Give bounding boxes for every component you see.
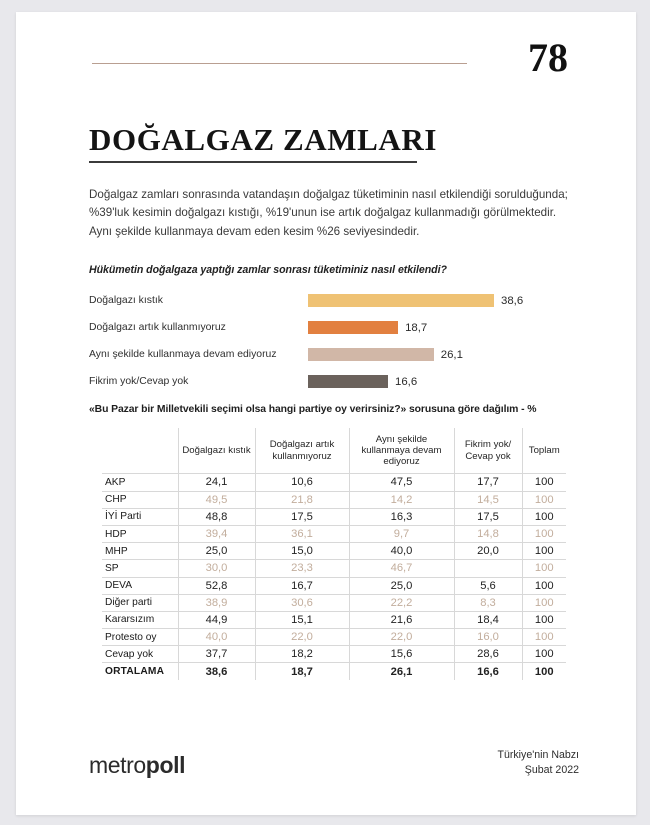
page-footer bbox=[89, 748, 579, 777]
table-cell: 47,5 bbox=[349, 474, 454, 491]
table-cell: 48,8 bbox=[178, 508, 255, 525]
bar-chart bbox=[89, 293, 579, 390]
row-label: Cevap yok bbox=[102, 646, 178, 663]
column-header: Doğalgazı kıstık bbox=[178, 428, 255, 474]
column-header: Fikrim yok/ Cevap yok bbox=[454, 428, 522, 474]
logo-part-one: metro bbox=[89, 752, 146, 778]
table-header-row bbox=[102, 428, 566, 474]
table-cell: 46,7 bbox=[349, 560, 454, 577]
bar-value: 16,6 bbox=[394, 375, 418, 388]
column-header: Toplam bbox=[522, 428, 566, 474]
table-row bbox=[102, 543, 566, 560]
table-cell: 10,6 bbox=[255, 474, 349, 491]
table-cell: 40,0 bbox=[349, 543, 454, 560]
bar-label: Fikrim yok/Cevap yok bbox=[89, 376, 189, 388]
table-caption: «Bu Pazar bir Milletvekili seçimi olsa hangi partiye oy verirsiniz?» sorusuna göre dağılım - % bbox=[89, 403, 537, 415]
table-cell: 18,2 bbox=[255, 646, 349, 663]
footer-meta bbox=[497, 748, 579, 777]
bar-fill bbox=[308, 321, 398, 334]
row-label: Kararsızım bbox=[102, 611, 178, 628]
bar-value: 38,6 bbox=[501, 294, 524, 307]
row-label: CHP bbox=[102, 491, 178, 508]
row-label: ORTALAMA bbox=[102, 663, 178, 680]
table-cell: 22,2 bbox=[349, 594, 454, 611]
table-header bbox=[102, 428, 566, 474]
table-cell: 100 bbox=[522, 560, 566, 577]
table-cell: 49,5 bbox=[178, 491, 255, 508]
row-label: MHP bbox=[102, 543, 178, 560]
table-row bbox=[102, 629, 566, 646]
table-cell: 30,6 bbox=[255, 594, 349, 611]
table-cell bbox=[454, 560, 522, 577]
table-row bbox=[102, 646, 566, 663]
bar-fill bbox=[308, 348, 434, 361]
page-header bbox=[16, 12, 636, 96]
table-row bbox=[102, 525, 566, 542]
table-cell: 14,8 bbox=[454, 525, 522, 542]
table-cell: 14,5 bbox=[454, 491, 522, 508]
table-cell: 5,6 bbox=[454, 577, 522, 594]
table-body bbox=[102, 474, 566, 680]
row-label: HDP bbox=[102, 525, 178, 542]
row-label: DEVA bbox=[102, 577, 178, 594]
table-cell: 17,5 bbox=[454, 508, 522, 525]
table-cell: 9,7 bbox=[349, 525, 454, 542]
table-cell: 26,1 bbox=[349, 663, 454, 680]
table-cell: 25,0 bbox=[178, 543, 255, 560]
page-content bbox=[89, 124, 579, 680]
table-row bbox=[102, 577, 566, 594]
table-cell: 17,5 bbox=[255, 508, 349, 525]
bar-row bbox=[89, 320, 579, 336]
metropoll-logo bbox=[89, 754, 185, 777]
row-label: AKP bbox=[102, 474, 178, 491]
table-cell: 23,3 bbox=[255, 560, 349, 577]
logo-part-two: poll bbox=[145, 752, 186, 778]
table-cell: 25,0 bbox=[349, 577, 454, 594]
bar-value: 18,7 bbox=[405, 321, 428, 334]
table-row bbox=[102, 663, 566, 680]
footer-tagline: Türkiye'nin Nabzı bbox=[497, 749, 579, 762]
results-table bbox=[102, 428, 566, 680]
bar-fill bbox=[308, 294, 494, 307]
table-row bbox=[102, 508, 566, 525]
page-number: 78 bbox=[528, 35, 568, 80]
report-page bbox=[16, 12, 636, 815]
row-label: Protesto oy bbox=[102, 629, 178, 646]
table-cell: 18,7 bbox=[255, 663, 349, 680]
table-cell: 100 bbox=[522, 646, 566, 663]
table-cell: 100 bbox=[522, 491, 566, 508]
bar-row bbox=[89, 374, 579, 390]
table-cell: 21,8 bbox=[255, 491, 349, 508]
bar-track bbox=[308, 294, 579, 307]
table-cell: 36,1 bbox=[255, 525, 349, 542]
table-cell: 22,0 bbox=[349, 629, 454, 646]
table-row bbox=[102, 491, 566, 508]
bar-track bbox=[308, 348, 579, 361]
bar-row bbox=[89, 293, 579, 309]
table-cell: 20,0 bbox=[454, 543, 522, 560]
bar-track bbox=[308, 375, 579, 388]
footer-date: Şubat 2022 bbox=[524, 763, 579, 776]
table-cell: 16,0 bbox=[454, 629, 522, 646]
table-cell: 15,6 bbox=[349, 646, 454, 663]
summary-paragraph: Doğalgaz zamları sonrasında vatandaşın doğalgaz tüketiminin nasıl etkilendiği sorulduğunda; %39'luk kesimin doğalgazı kıstığı, %19'unun ise artık doğalgaz kullanmadığı görülmektedir. Aynı şekilde kullanmaya devam eden kesim %26 seviyesindedir. bbox=[89, 187, 568, 239]
table-cell: 16,3 bbox=[349, 508, 454, 525]
table-cell: 100 bbox=[522, 577, 566, 594]
table-cell: 15,0 bbox=[255, 543, 349, 560]
table-row bbox=[102, 611, 566, 628]
bar-track bbox=[308, 321, 579, 334]
table-cell: 38,6 bbox=[178, 663, 255, 680]
table-cell: 100 bbox=[522, 508, 566, 525]
header-rule bbox=[92, 63, 467, 64]
table-cell: 16,7 bbox=[255, 577, 349, 594]
table-row bbox=[102, 474, 566, 491]
column-header: Aynı şekilde kullanmaya devam ediyoruz bbox=[349, 428, 454, 474]
table-cell: 15,1 bbox=[255, 611, 349, 628]
title-underline bbox=[89, 161, 417, 163]
table-cell: 21,6 bbox=[349, 611, 454, 628]
row-label: İYİ Parti bbox=[102, 508, 178, 525]
table-cell: 38,9 bbox=[178, 594, 255, 611]
table-cell: 28,6 bbox=[454, 646, 522, 663]
table-cell: 8,3 bbox=[454, 594, 522, 611]
bar-label: Doğalgazı kıstık bbox=[89, 295, 163, 307]
table-cell: 100 bbox=[522, 543, 566, 560]
table-row bbox=[102, 560, 566, 577]
bar-row bbox=[89, 347, 579, 363]
bar-label: Doğalgazı artık kullanmıyoruz bbox=[89, 322, 226, 334]
bar-value: 26,1 bbox=[440, 348, 463, 361]
table-cell: 44,9 bbox=[178, 611, 255, 628]
column-header: Doğalgazı artık kullanmıyoruz bbox=[255, 428, 349, 474]
table-cell: 17,7 bbox=[454, 474, 522, 491]
bar-label: Aynı şekilde kullanmaya devam ediyoruz bbox=[89, 349, 277, 361]
table-cell: 100 bbox=[522, 611, 566, 628]
table-cell: 14,2 bbox=[349, 491, 454, 508]
row-label: Diğer parti bbox=[102, 594, 178, 611]
table-cell: 52,8 bbox=[178, 577, 255, 594]
table-cell: 100 bbox=[522, 474, 566, 491]
table-cell: 100 bbox=[522, 629, 566, 646]
table-cell: 18,4 bbox=[454, 611, 522, 628]
table-cell: 16,6 bbox=[454, 663, 522, 680]
table-cell: 37,7 bbox=[178, 646, 255, 663]
table-cell: 100 bbox=[522, 663, 566, 680]
table-cell: 22,0 bbox=[255, 629, 349, 646]
row-label: SP bbox=[102, 560, 178, 577]
table-cell: 30,0 bbox=[178, 560, 255, 577]
table-cell: 39,4 bbox=[178, 525, 255, 542]
survey-question: Hükümetin doğalgaza yaptığı zamlar sonrası tüketiminiz nasıl etkilendi? bbox=[89, 263, 447, 276]
table-cell: 24,1 bbox=[178, 474, 255, 491]
table-cell: 100 bbox=[522, 594, 566, 611]
table-corner-cell bbox=[102, 428, 178, 474]
table-row bbox=[102, 594, 566, 611]
bar-fill bbox=[308, 375, 388, 388]
table-cell: 40,0 bbox=[178, 629, 255, 646]
table-cell: 100 bbox=[522, 525, 566, 542]
page-title: DOĞALGAZ ZAMLARI bbox=[89, 122, 438, 157]
